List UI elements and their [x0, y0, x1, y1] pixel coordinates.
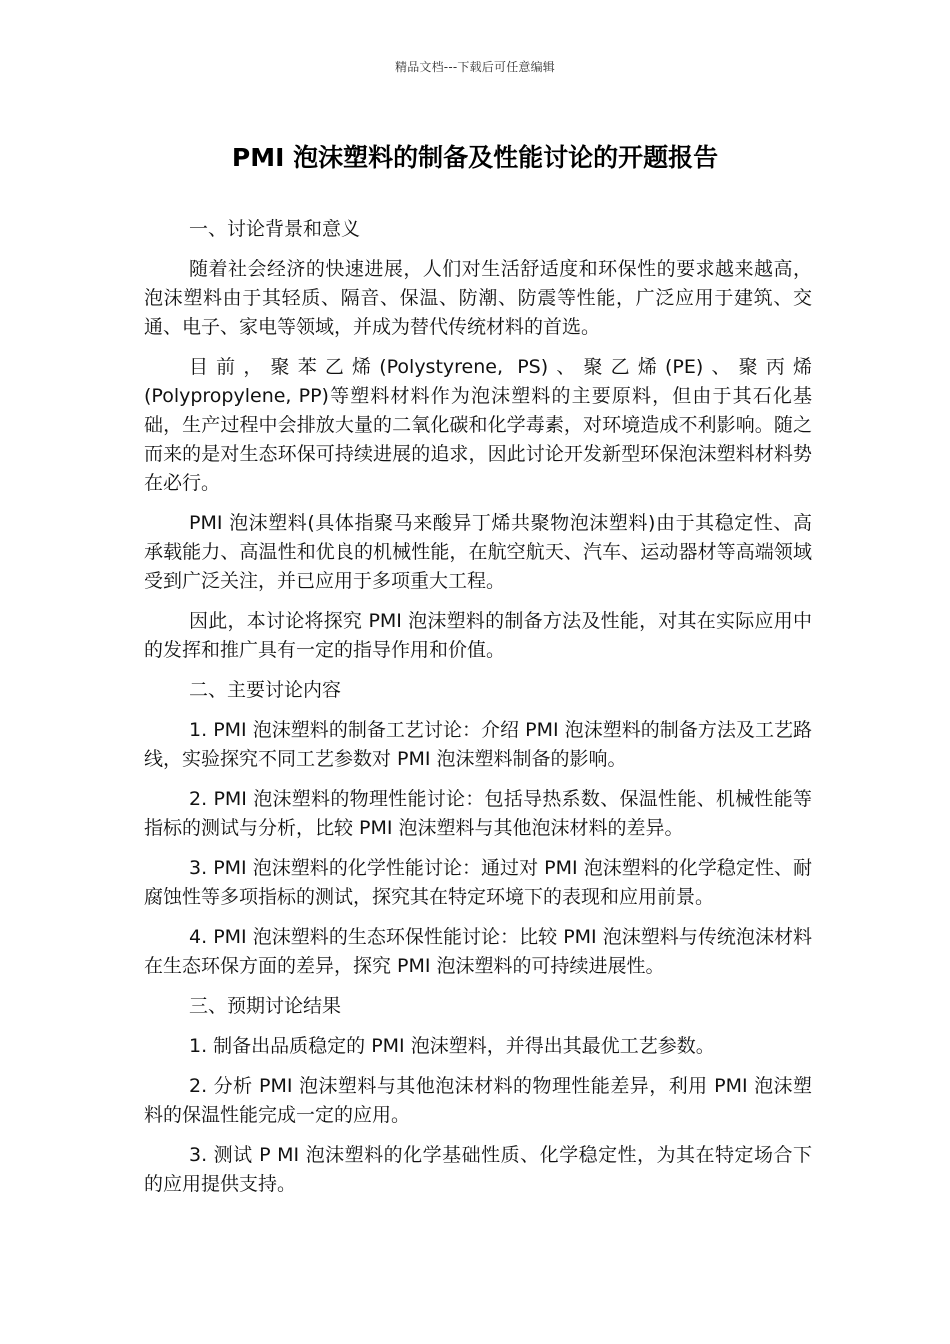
paragraph: 目前，聚苯乙烯(Polystyrene, PS)、聚乙烯(PE)、聚丙烯(Polypropylene, PP)等塑料材料作为泡沫塑料的主要原料，但由于其石化基础，生产过程中会排放大量的二氧化碳和化学毒素，对环境造成不利影响。随之而来的是对生态环保可持续进展的追求，因此讨论开发新型环保泡沫塑料材料势在必行。 [144, 356, 812, 494]
list-item: 3. PMI 泡沫塑料的化学性能讨论：通过对 PMI 泡沫塑料的化学稳定性、耐腐蚀性等多项指标的测试，探究其在特定环境下的表现和应用前景。 [144, 857, 812, 908]
list-item: 4. PMI 泡沫塑料的生态环保性能讨论：比较 PMI 泡沫塑料与传统泡沫材料在生态环保方面的差异，探究 PMI 泡沫塑料的可持续进展性。 [144, 926, 812, 977]
document-title: PMI 泡沫塑料的制备及性能讨论的开题报告 [231, 143, 719, 172]
page-header: 精品文档---下载后可任意编辑 [395, 60, 555, 74]
list-item: 2. 分析 PMI 泡沫塑料与其他泡沫材料的物理性能差异，利用 PMI 泡沫塑料的保温性能完成一定的应用。 [144, 1075, 812, 1126]
list-item: 2. PMI 泡沫塑料的物理性能讨论：包括导热系数、保温性能、机械性能等指标的测试与分析，比较 PMI 泡沫塑料与其他泡沫材料的差异。 [144, 788, 812, 839]
section-heading-background: 一、讨论背景和意义 [189, 218, 361, 240]
list-item: 1. PMI 泡沫塑料的制备工艺讨论：介绍 PMI 泡沫塑料的制备方法及工艺路线，实验探究不同工艺参数对 PMI 泡沫塑料制备的影响。 [144, 719, 812, 770]
paragraph: 因此，本讨论将探究 PMI 泡沫塑料的制备方法及性能，对其在实际应用中的发挥和推广具有一定的指导作用和价值。 [144, 610, 812, 661]
paragraph: PMI 泡沫塑料(具体指聚马来酸异丁烯共聚物泡沫塑料)由于其稳定性、高承载能力、高温性和优良的机械性能，在航空航天、汽车、运动器材等高端领域受到广泛关注，并已应用于多项重大工程。 [144, 512, 812, 592]
section-heading-expected-results: 三、预期讨论结果 [189, 995, 342, 1017]
section-heading-main-content: 二、主要讨论内容 [189, 679, 342, 701]
list-item: 1. 制备出品质稳定的 PMI 泡沫塑料，并得出其最优工艺参数。 [189, 1035, 715, 1057]
paragraph: 随着社会经济的快速进展，人们对生活舒适度和环保性的要求越来越高，泡沫塑料由于其轻质、隔音、保温、防潮、防震等性能，广泛应用于建筑、交通、电子、家电等领域，并成为替代传统材料的首选。 [144, 258, 812, 338]
list-item: 3. 测试 P MI 泡沫塑料的化学基础性质、化学稳定性，为其在特定场合下的应用提供支持。 [144, 1144, 812, 1195]
document-body [144, 215, 812, 1210]
